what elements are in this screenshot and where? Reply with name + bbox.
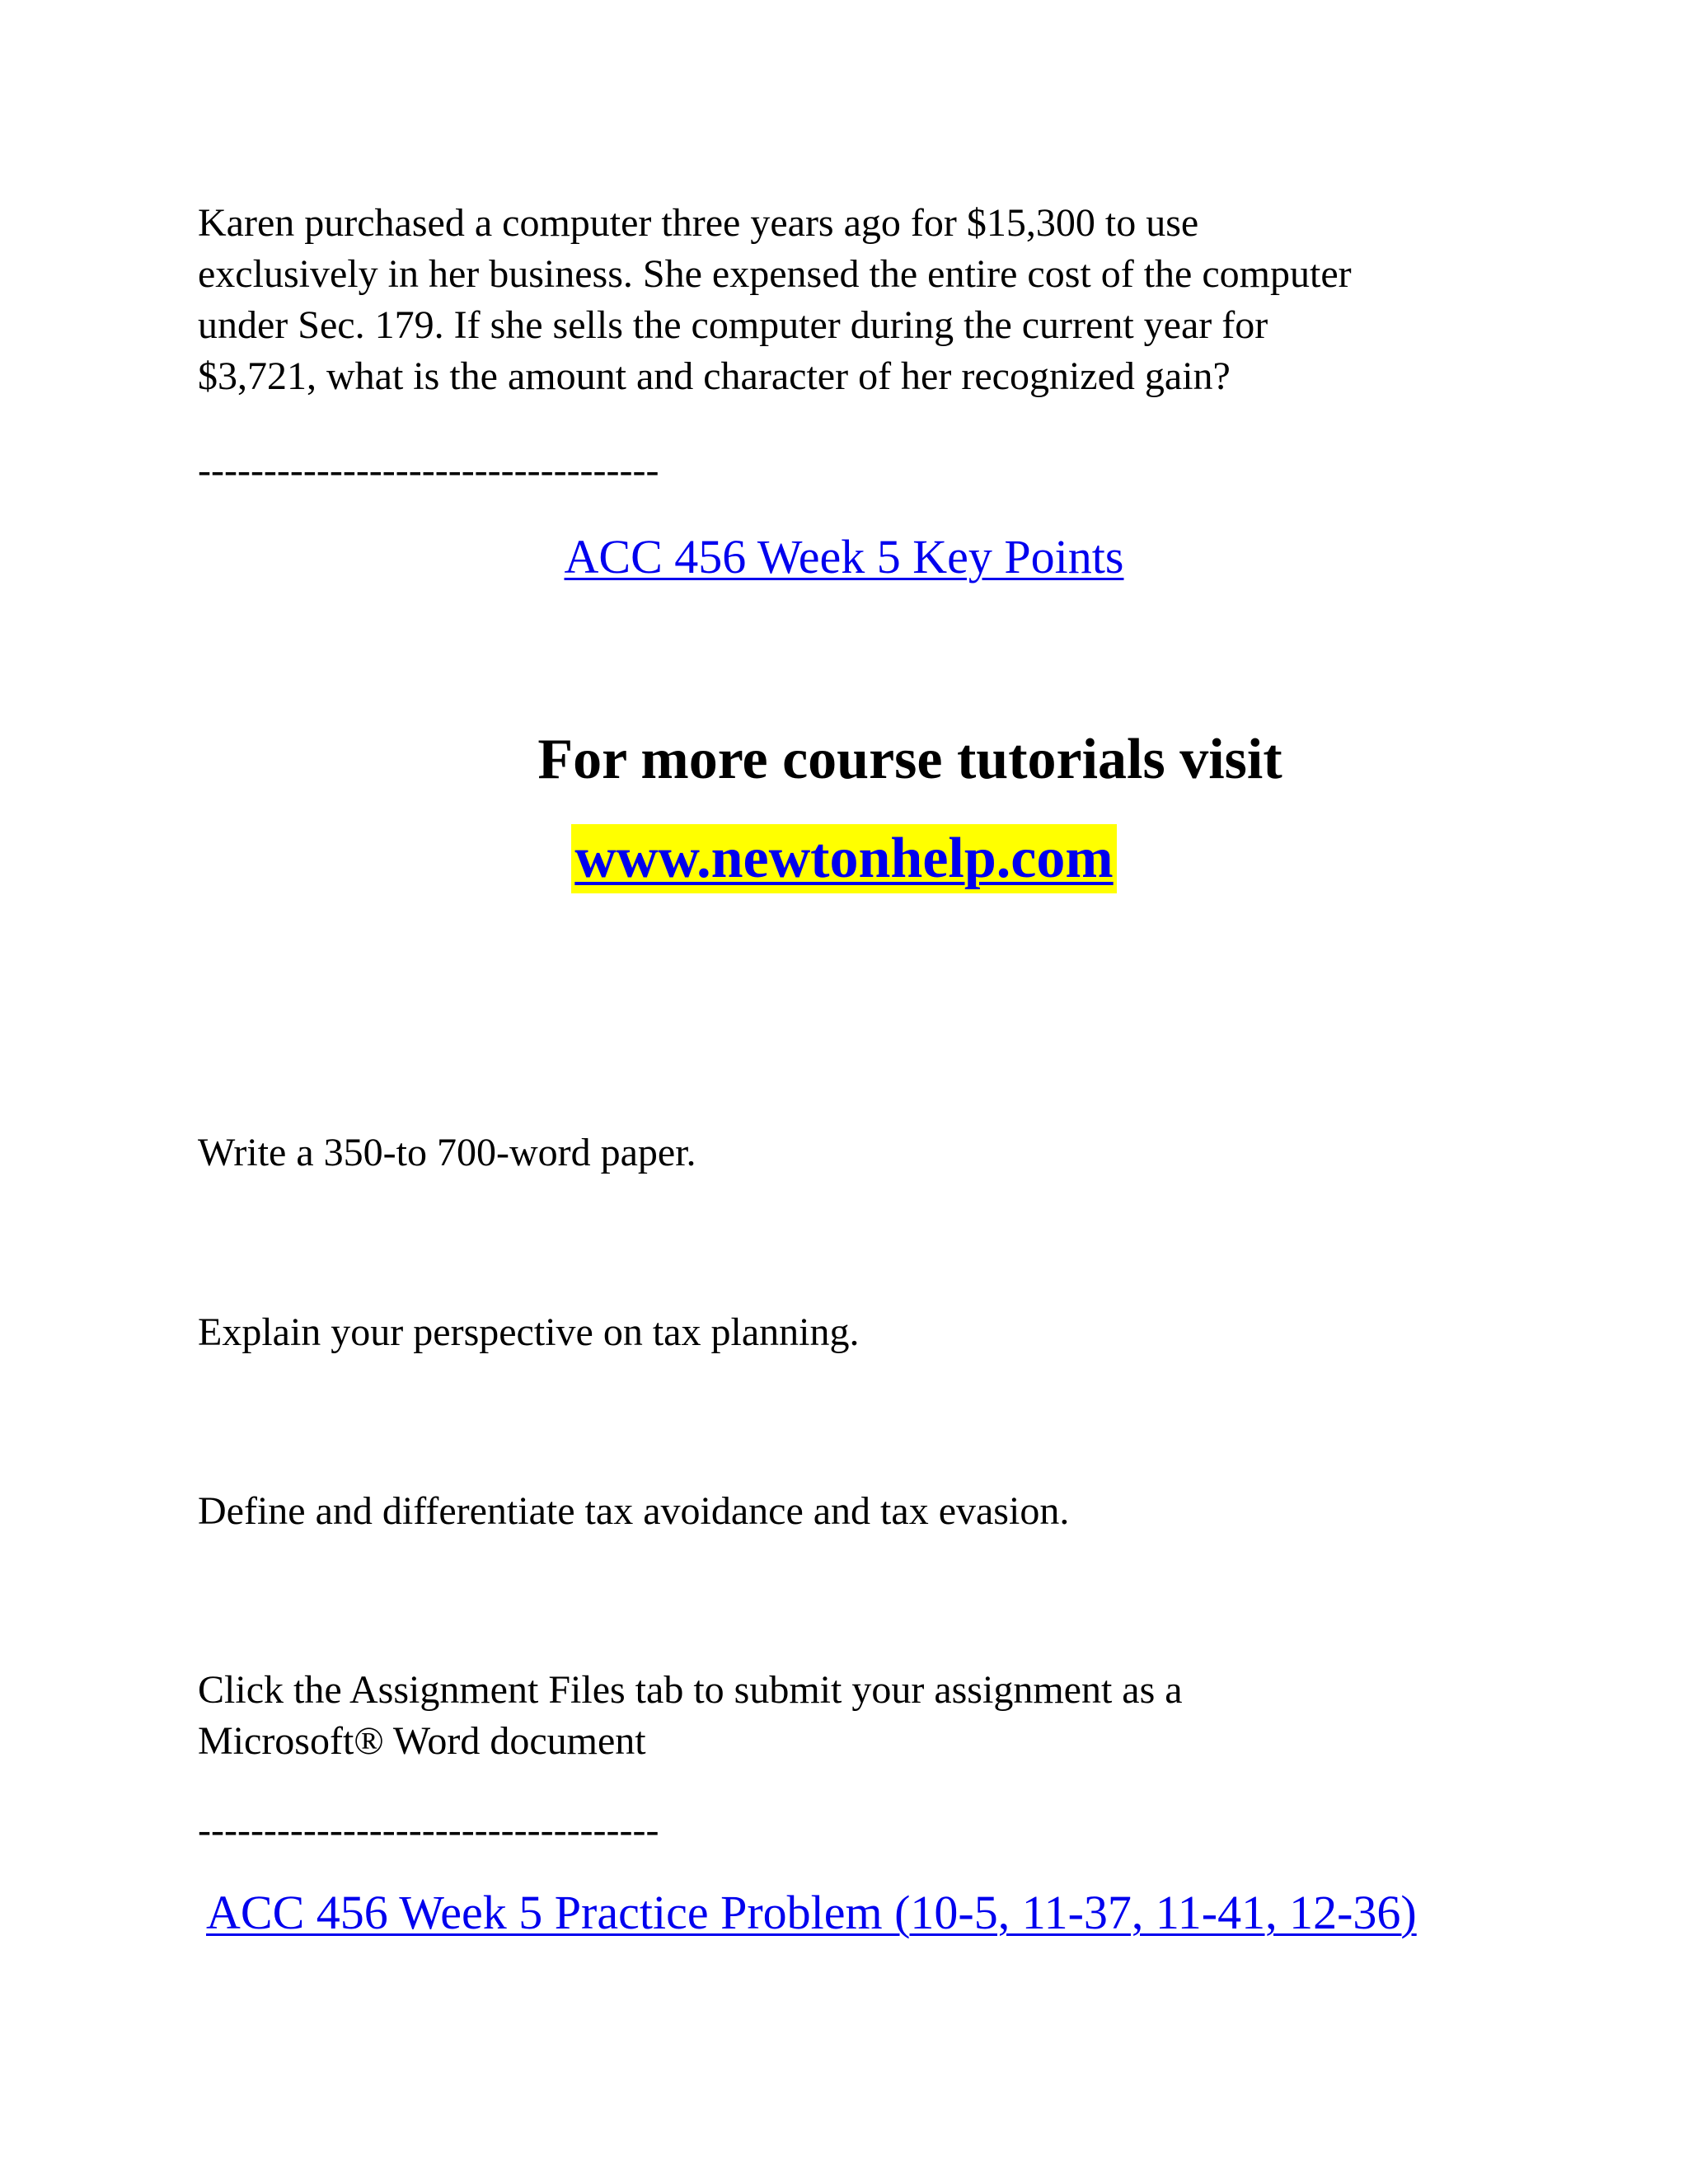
- key-points-link[interactable]: ACC 456 Week 5 Key Points: [564, 530, 1124, 583]
- instruction-line: Click the Assignment Files tab to submit your assignment as a: [198, 1668, 1183, 1712]
- instruction-line: Microsoft® Word document: [198, 1719, 646, 1763]
- question-line: $3,721, what is the amount and character of her recognized gain?: [198, 354, 1231, 398]
- instruction-paragraph: Define and differentiate tax avoidance and tax evasion.: [198, 1489, 1070, 1533]
- question-line: Karen purchased a computer three years ago for $15,300 to use: [198, 201, 1199, 245]
- promo-heading: For more course tutorials visit: [537, 728, 1282, 791]
- instruction-paragraph: [198, 1665, 1517, 1767]
- newtonhelp-link[interactable]: www.newtonhelp.com: [571, 824, 1116, 893]
- divider-line: -----------------------------------: [198, 448, 659, 492]
- practice-problem-link[interactable]: ACC 456 Week 5 Practice Problem (10-5, 11-37, 11-41, 12-36): [206, 1886, 1417, 1939]
- instruction-paragraph: Explain your perspective on tax planning.: [198, 1310, 860, 1354]
- instruction-paragraph: Write a 350-to 700-word paper.: [198, 1131, 696, 1174]
- divider-line: -----------------------------------: [198, 1808, 659, 1852]
- question-line: exclusively in her business. She expensed the entire cost of the computer: [198, 252, 1352, 296]
- promo-link-container: [0, 824, 1688, 893]
- question-paragraph: [198, 198, 1517, 402]
- question-line: under Sec. 179. If she sells the computer during the current year for: [198, 303, 1268, 347]
